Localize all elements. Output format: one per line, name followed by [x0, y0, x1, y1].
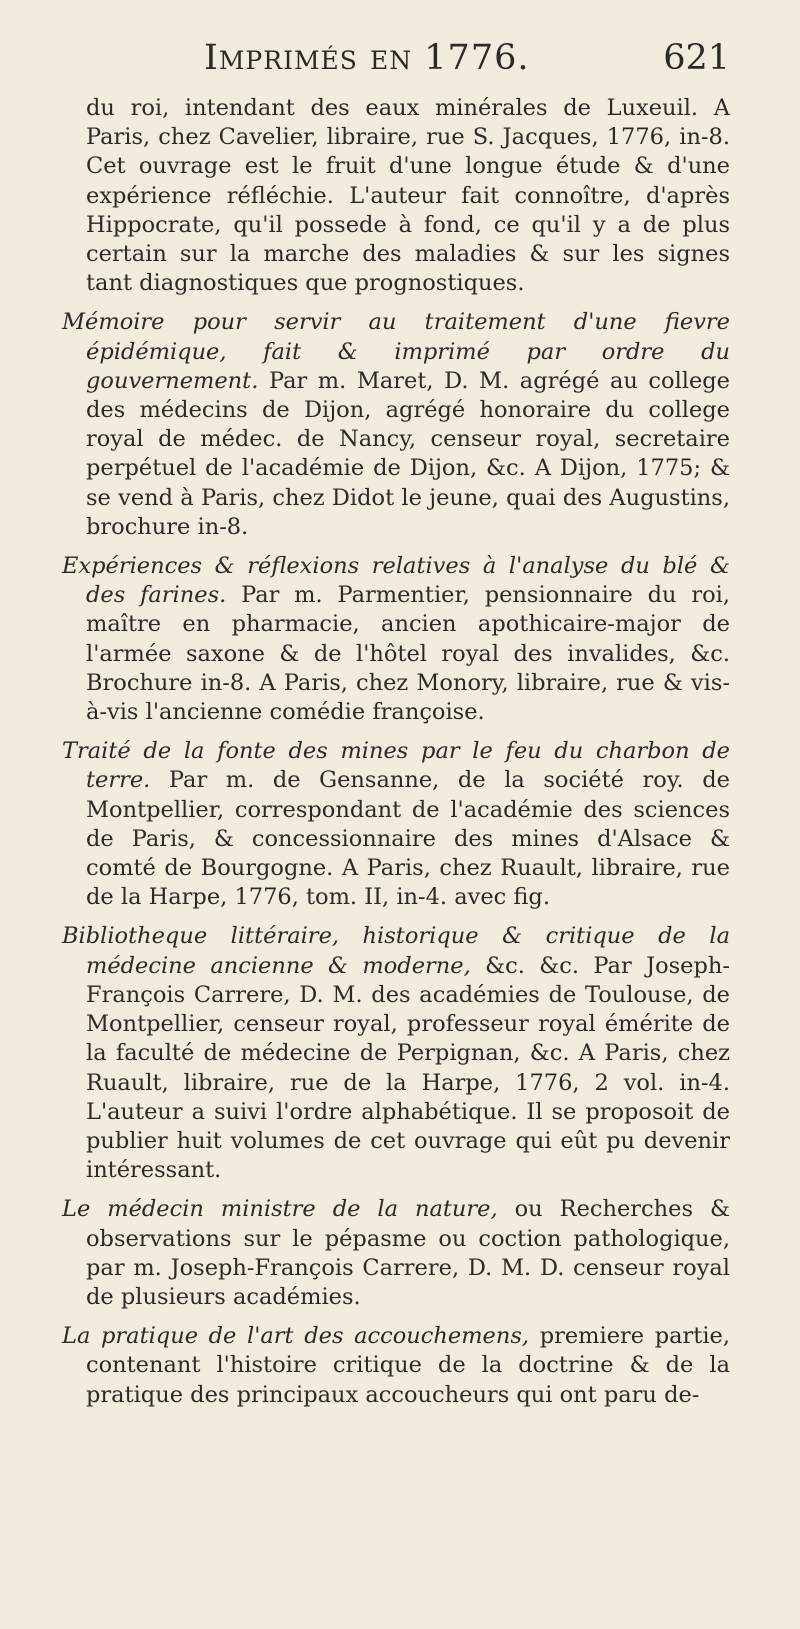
entry-title: Mémoire pour servir au traitement d'une fievre épidémique, fait & imprimé par ordre du gouvernement. [62, 309, 730, 394]
entry-body: Par m. de Gensanne, de la société roy. de Montpellier, correspondant de l'académie des sciences de Paris, & concessionnaire des mines d'Alsace & comté de Bourgogne. A Paris, chez Ruault, libraire, rue de la Harpe, 1776, tom. II, in-4. avec fig. [86, 767, 730, 911]
continued-entry-text: du roi, intendant des eaux minérales de Luxeuil. A Paris, chez Cavelier, libraire, rue S. Jacques, 1776, in-8. Cet ouvrage est le fruit d'une longue étude & d'une expérience réfléchie. L'auteur fait connoître, d'après Hippocrate, qu'il possede à fond, ce qu'il y a de plus certain sur la marche des maladies & sur les signes tant diagnostiques que prognostiques. [86, 95, 730, 297]
bibliography-entry [62, 737, 730, 912]
bibliography-entry [62, 922, 730, 1185]
entry-title: Bibliotheque littéraire, historique & critique de la médecine ancienne & moderne, [62, 923, 730, 979]
entry-body: premiere partie, contenant l'histoire critique de la doctrine & de la pratique des principaux accoucheurs qui ont paru de- [86, 1323, 730, 1408]
entry-body: Par m. Maret, D. M. agrégé au college des médecins de Dijon, agrégé honoraire du college royal de médec. de Nancy, censeur royal, secretaire perpétuel de l'académie de Dijon, &c. A Dijon, 1775; & se vend à Paris, chez Didot le jeune, quai des Augustins, brochure in-8. [86, 367, 731, 540]
entry-title: Expériences & réflexions relatives à l'analyse du blé & des farines. [62, 553, 730, 609]
page-number: 621 [663, 38, 730, 78]
entry-title: Traité de la fonte des mines par le feu du charbon de terre. [62, 738, 730, 794]
bibliography-entry [62, 1195, 730, 1312]
bibliography-entry [62, 1322, 730, 1410]
entry-body: Par m. Parmentier, pensionnaire du roi, maître en pharmacie, ancien apothicaire-major de l'armée saxone & de l'hôtel royal des invalides, &c. Brochure in-8. A Paris, chez Monory, libraire, rue & vis-à-vis l'ancienne comédie françoise. [86, 582, 730, 726]
entry-body: ou Recherches & observations sur le pépasme ou coction pathologique, par m. Joseph-François Carrere, D. M. D. censeur royal de plusieurs académies. [86, 1196, 731, 1310]
page-header [62, 30, 730, 94]
entry-title: Le médecin ministre de la nature, [62, 1196, 498, 1223]
bibliography-entry [62, 308, 730, 542]
running-title: Imprimés en 1776. [204, 38, 530, 78]
entry-title: La pratique de l'art des accouchemens, [62, 1323, 530, 1350]
bibliography-entry [62, 552, 730, 727]
entry-body: &c. &c. Par Joseph-François Carrere, D. M. des académies de Toulouse, de Montpellier, censeur royal, professeur royal émérite de la faculté de médecine de Perpignan, &c. A Paris, chez Ruault, libraire, rue de la Harpe, 1776, 2 vol. in-4. L'auteur a suivi l'ordre alphabétique. Il se proposoit de publier huit volumes de cet ouvrage qui eût pu devenir intéressant. [86, 952, 730, 1184]
